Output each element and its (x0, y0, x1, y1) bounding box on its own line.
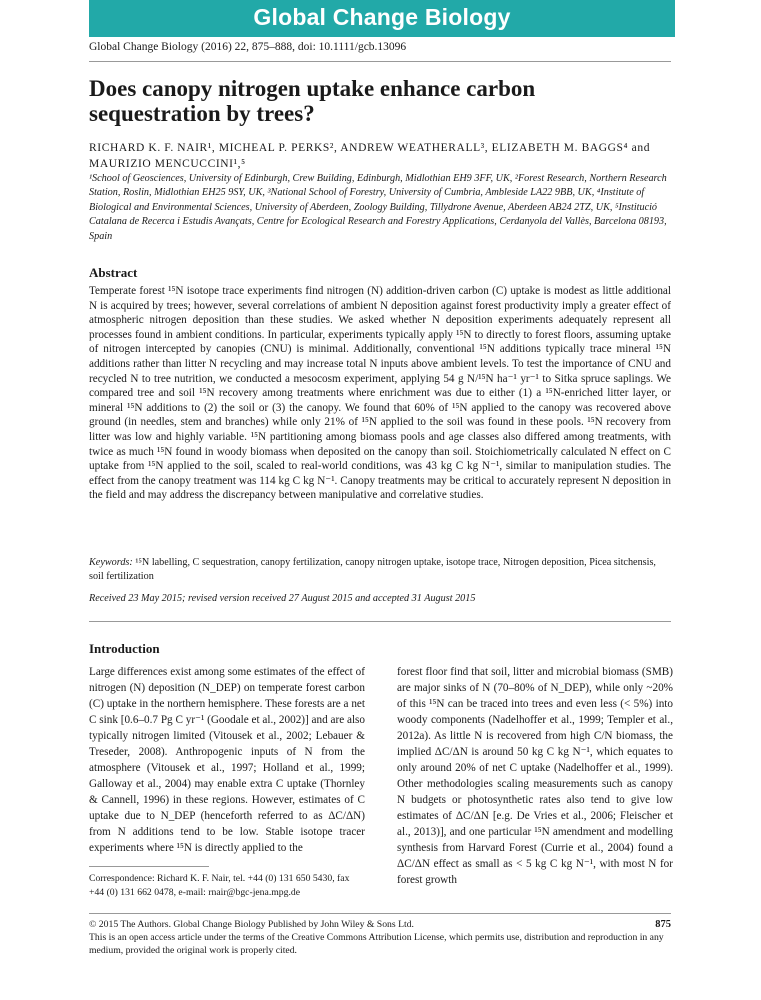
keywords-label: Keywords: (89, 557, 133, 568)
citation: Global Change Biology (2016) 22, 875–888, doi: 10.1111/gcb.13096 (89, 41, 407, 53)
introduction-column-left: Large differences exist among some estimates of the effect of nitrogen (N) deposition (N_DEP) on temperate forest carbon (C) uptake in the northern hemisphere. These forests are a net C sink [0.6–0.7 Pg C yr⁻¹ (Goodale et al., 2002)] and are also typically nitrogen limited (Vitousek et al., 2002; Lebauer & Treseder, 2008). Anthropogenic inputs of N from the atmosphere (Vitousek et al., 1997; Holland et al., 1999; Galloway et al., 2004) may enable extra C uptake (Thornley & Cannell, 1996) in these regions. However, estimates of C uptake due to N_DEP (henceforth referred to as ΔC/ΔN) from N additions tend to be low. Stable isotope tracer experiments where ¹⁵N is directly applied to the (89, 666, 365, 854)
license-text: This is an open access article under the terms of the Creative Commons Attribution License, which permits use, distribution and reproduction in any medium, provided the original work is properly cited. (89, 932, 664, 956)
introduction-heading: Introduction (89, 641, 160, 656)
journal-name: Global Change Biology (253, 4, 511, 30)
affiliations: ¹School of Geosciences, University of Edinburgh, Crew Building, Edinburgh, Midlothian EH9 3FF, UK, ²Forest Research, Northern Research Station, Roslin, Midlothian EH25 9SY, UK, ³National School of Forestry, University of Cumbria, Ambleside LA22 9BB, UK, ⁴Institute of Biological and Environmental Sciences, University of Aberdeen, Zoology Building, Tillydrone Avenue, Aberdeen AB24 2TZ, UK, ⁵Institució Catalana de Recerca i Estudis Avançats, Centre for Ecological Research and Forestry Applications, Cerdanyola del Vallès, Barcelona 08193, Spain (89, 173, 667, 242)
correspondence: Correspondence: Richard K. F. Nair, tel. +44 (0) 131 650 5430, fax +44 (0) 131 662 0478, e-mail: rnair@bgc-jena.mpg.de (89, 873, 350, 898)
footnote-rule (89, 866, 209, 867)
abstract-text: Temperate forest ¹⁵N isotope trace experiments find nitrogen (N) addition-driven carbon (C) uptake is modest as little additional N is acquired by trees; however, several correlations of ambient N deposition against forest productivity imply a greater effect of atmospheric nitrogen deposition than these studies. We asked whether N deposition experiments adequately represent all processes found in ambient conditions. In particular, experiments typically apply ¹⁵N to directly to forest floors, assuming uptake of nitrogen intercepted by canopies (CNU) is minimal. Additionally, conventional ¹⁵N additions typically trace mineral ¹⁵N additions rather than litter N recycling and may increase total N inputs above ambient levels. To test the importance of CNU and recycled N to tree nutrition, we conducted a mesocosm experiment, applying 54 g N/¹⁵N ha⁻¹ yr⁻¹ to Sitka spruce saplings. We compared tree and soil ¹⁵N recovery among treatments where enrichment was due to either (1) a ¹⁵N-enriched litter layer, or mineral ¹⁵N additions to (2) the soil or (3) the canopy. We found that 60% of ¹⁵N applied to the canopy was recovered above ground (in needles, stem and branches) while only 21% of ¹⁵N applied to the soil was found in these pools. ¹⁵N recovery from litter was low and highly variable. ¹⁵N partitioning among biomass pools and age classes also differed among treatments, with twice as much ¹⁵N found in woody biomass when deposited on the canopy than soil. Stoichiometrically calculated N effect on C uptake from ¹⁵N applied to the soil, scaled to real-world conditions, was 43 kg C kg N⁻¹, similar to manipulation studies. The effect from the canopy treatment was 114 kg C kg N⁻¹. Canopy treatments may be critical to accurately represent N deposition in the field and may address the discrepancy between manipulative and correlative studies. (89, 285, 671, 502)
section-rule (89, 621, 671, 622)
keywords-text: ¹⁵N labelling, C sequestration, canopy fertilization, canopy nitrogen uptake, isotope trace, Nitrogen deposition, Picea sitchensis, soil fertilization (89, 557, 656, 583)
journal-banner (89, 0, 675, 37)
copyright-line: © 2015 The Authors. Global Change Biology Published by John Wiley & Sons Ltd. (89, 919, 414, 930)
page-number: 875 (655, 919, 671, 930)
footer-rule (89, 913, 671, 914)
page-footer (89, 918, 671, 957)
keywords (89, 556, 671, 585)
introduction-column-right: forest floor find that soil, litter and microbial biomass (SMB) are major sinks of N (70–80% of N_DEP), while only ~20% of this ¹⁵N can be traced into trees and even less (< 5%) into woody components (Nadelhoffer et al., 1999; Templer et al., 2012a). As little N is recovered from high C/N biomass, the implied ΔC/ΔN is around 50 kg C kg N⁻¹, which equates to only around 20% of net C uptake (Nadelhoffer et al., 1999). Other methodologies scaling measurements such as canopy N budgets or photosynthetic rates also tend to give low estimates of ΔC/ΔN [e.g. De Vries et al., 2006; Fleischer et al., 2013)], and one particular ¹⁵N amendment and modelling synthesis from Harvard Forest (Currie et al., 2004) found a ΔC/ΔN effect as small as < 5 kg C kg N⁻¹, with most N for forest growth (397, 666, 673, 886)
received-dates: Received 23 May 2015; revised version received 27 August 2015 and accepted 31 August 2015 (89, 593, 476, 604)
article-title: Does canopy nitrogen uptake enhance carbon sequestration by trees? (89, 76, 536, 126)
abstract-heading: Abstract (89, 265, 138, 280)
header-rule (89, 61, 671, 62)
author-list: RICHARD K. F. NAIR¹, MICHEAL P. PERKS², ANDREW WEATHERALL³, ELIZABETH M. BAGGS⁴ and MAURIZIO MENCUCCINI¹,⁵ (89, 142, 651, 170)
